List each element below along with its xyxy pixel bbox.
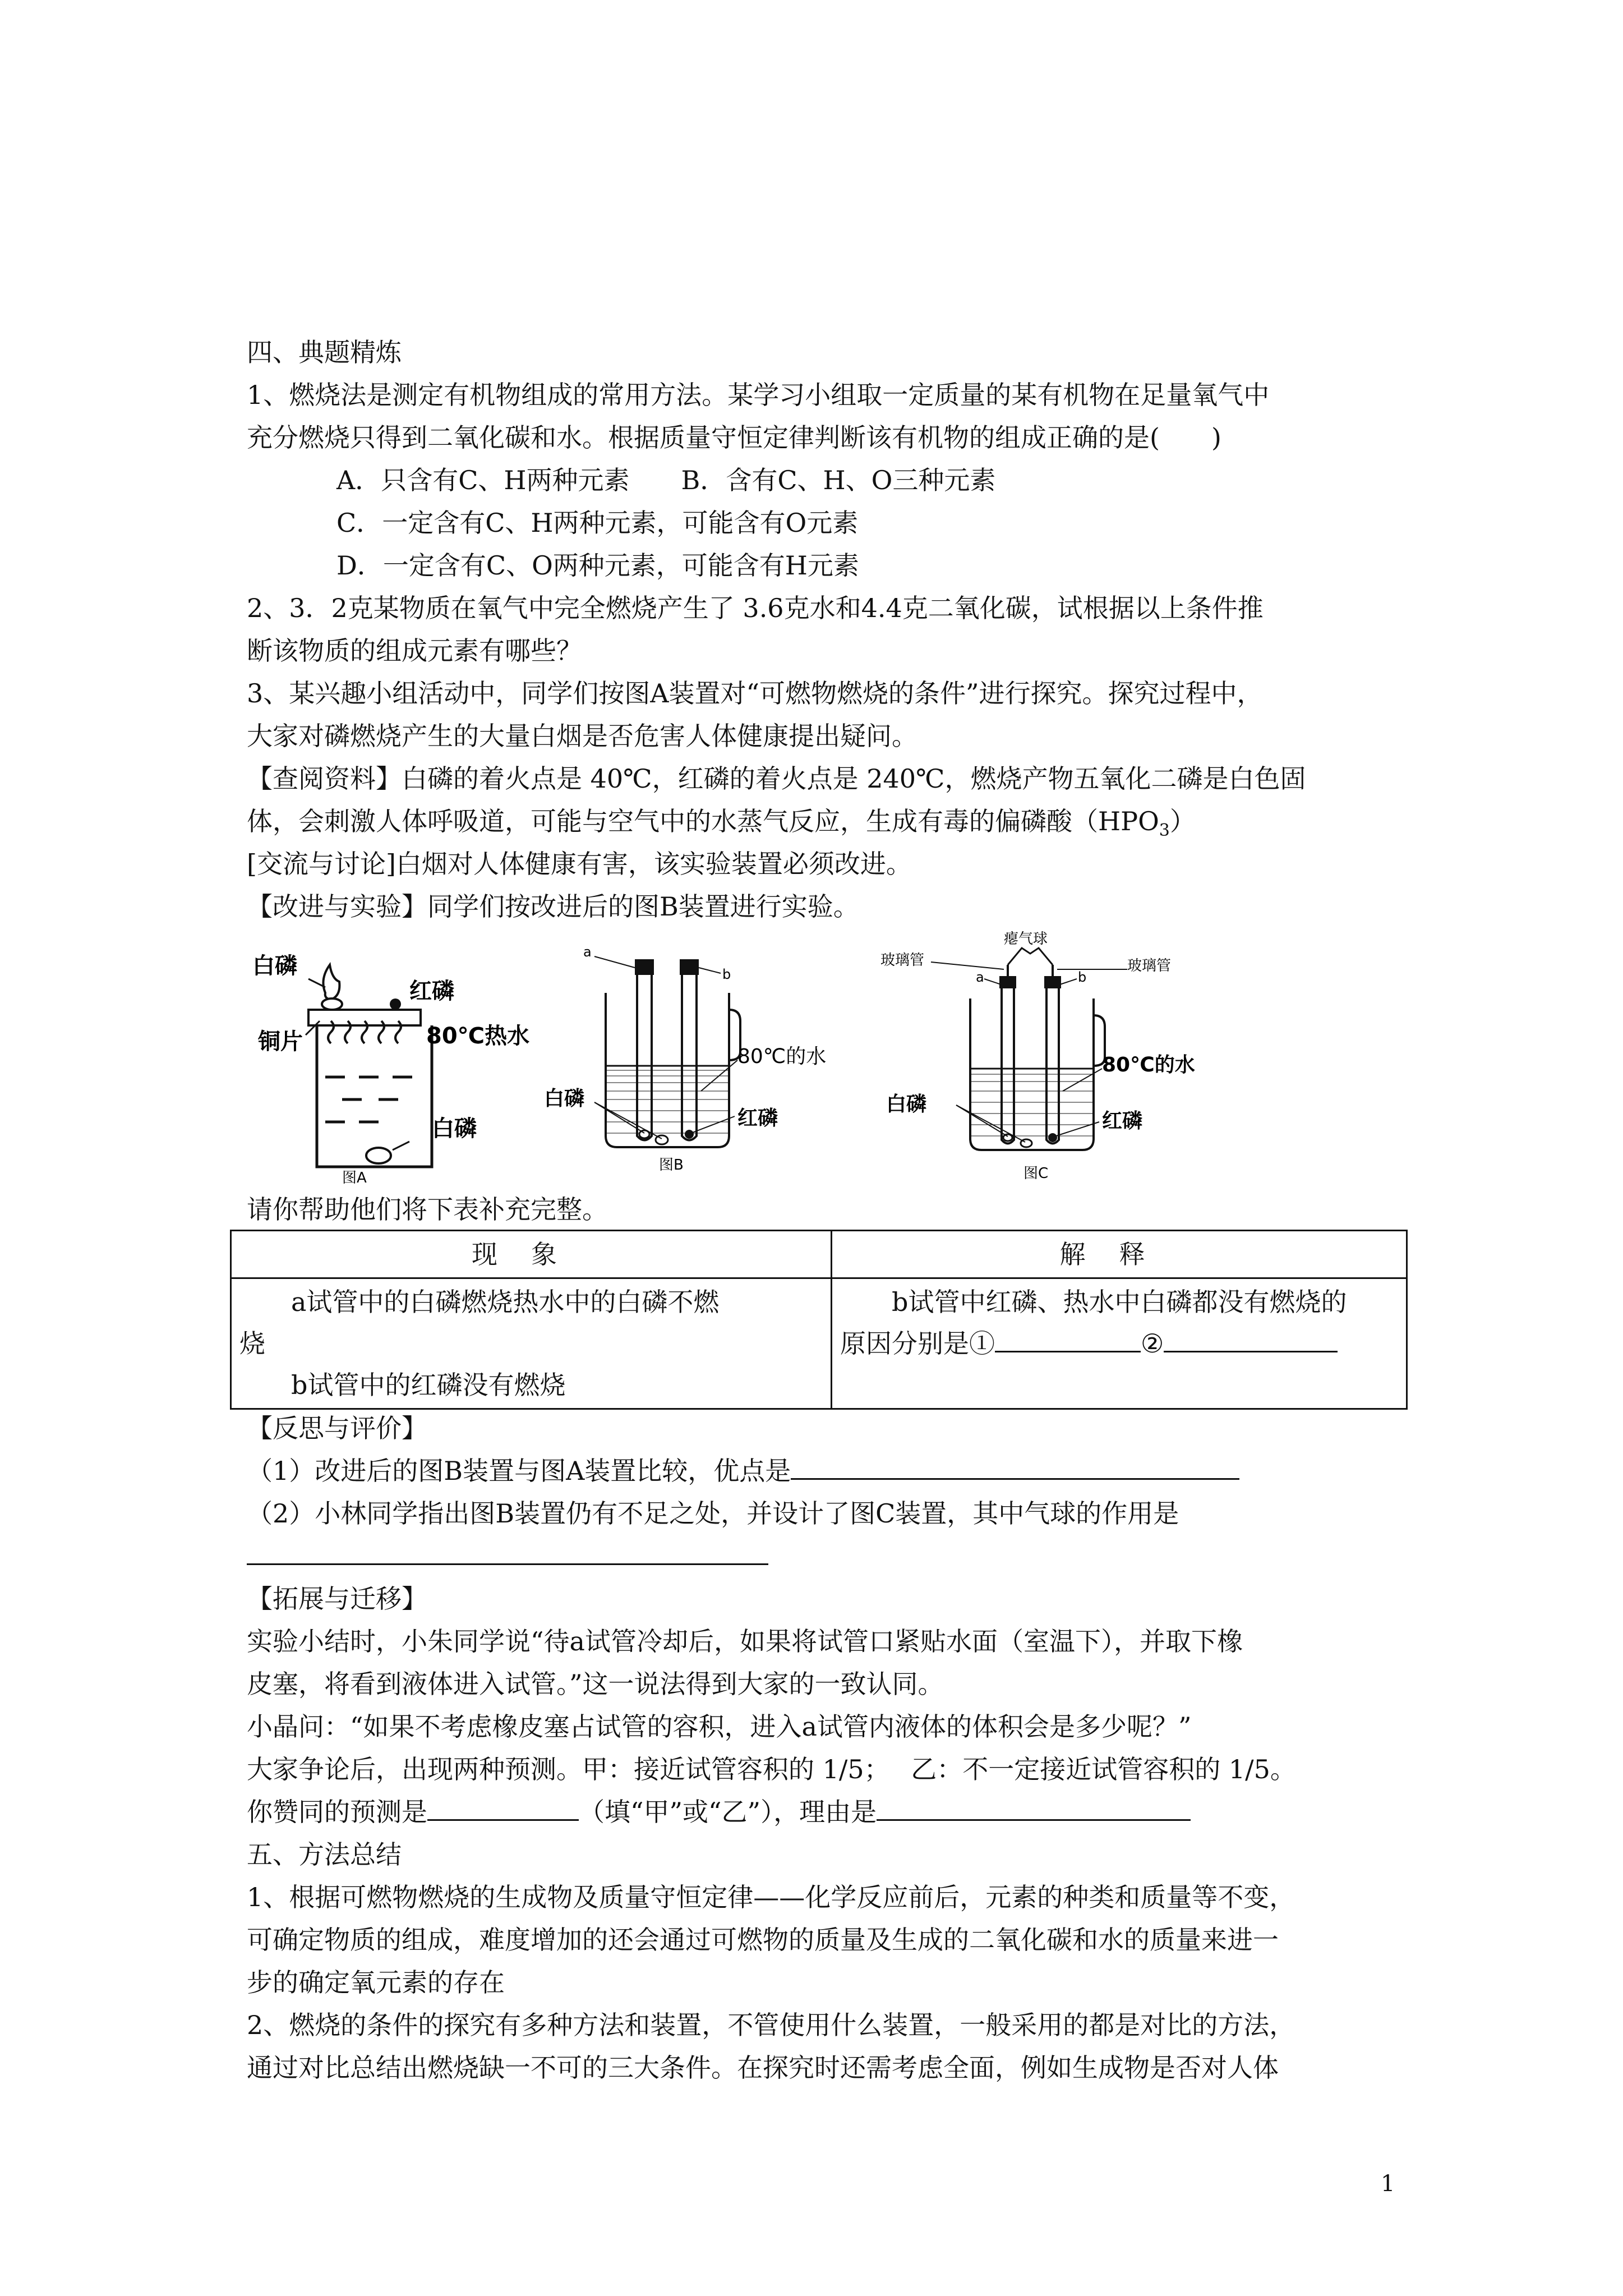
- q1-option-d: D．一定含有C、O两种元素，可能含有H元素: [336, 550, 859, 581]
- fig-c-label-white-p: 白磷: [886, 1093, 927, 1116]
- fig-b-label-water: 80℃的水: [737, 1045, 827, 1068]
- fig-c-label-red-p: 红磷: [1102, 1110, 1143, 1133]
- figure-b: [533, 948, 847, 1186]
- fig-c-label-glass-left: 玻璃管: [880, 952, 925, 969]
- white-phosphorus-top: [322, 999, 342, 1010]
- section4-title: 四、典题精炼: [247, 337, 402, 367]
- white-phosphorus-bottom: [366, 1148, 391, 1163]
- extend-line4: 大家争论后，出现两种预测。甲：接近试管容积的 1/5； 乙：不一定接近试管容积的 1/5。: [247, 1754, 1296, 1784]
- extend-title: 【拓展与迁移】: [247, 1584, 427, 1614]
- fig-b-caption: 图B: [659, 1157, 684, 1174]
- table-head-explain: 解释: [832, 1231, 1407, 1278]
- blank-balloon-purpose[interactable]: [247, 1541, 768, 1565]
- summary-2-line1: 2、燃烧的条件的探究有多种方法和装置，不管使用什么装置，一般采用的都是对比的方法，: [247, 2010, 1295, 2040]
- fig-b-label-white-p: 白磷: [544, 1087, 585, 1110]
- fig-a-label-white-p-top: 白磷: [252, 953, 297, 979]
- fig-c-label-glass-right: 玻璃管: [1127, 958, 1172, 974]
- q3-reference-line1: 【查阅资料】白磷的着火点是 40℃，红磷的着火点是 240℃，燃烧产物五氧化二磷是白色固: [247, 763, 1306, 794]
- figure-a: [241, 948, 555, 1186]
- q3-line2: 大家对磷燃烧产生的大量白烟是否危害人体健康提出疑问。: [247, 721, 917, 751]
- fig-a-label-white-p-bottom: 白磷: [432, 1116, 477, 1142]
- q3-improvement: 【改进与实验】同学们按改进后的图B装置进行实验。: [247, 891, 859, 922]
- copper-plate: [308, 1010, 421, 1025]
- balloon: [1008, 948, 1053, 965]
- q2-line2: 断该物质的组成元素有哪些？: [247, 636, 582, 666]
- stopper-b: [680, 959, 699, 975]
- summary-1-line1: 1、根据可燃物燃烧的生成物及质量守恒定律——化学反应前后，元素的种类和质量等不变，: [247, 1882, 1295, 1912]
- fig-a-label-copper: 铜片: [258, 1029, 303, 1055]
- table-cell-explain: b试管中红磷、热水中白磷都没有燃烧的 原因分别是① ②: [832, 1278, 1407, 1409]
- reflect-title: 【反思与评价】: [247, 1413, 427, 1443]
- fig-c-label-a: a: [976, 969, 984, 985]
- fig-b-label-red-p: 红磷: [737, 1107, 778, 1130]
- fig-a-label-water: 80℃热水: [426, 1023, 530, 1049]
- fig-b-label-a: a: [583, 948, 592, 960]
- fig-c-caption: 图C: [1023, 1165, 1049, 1182]
- reflect-2: （2）小林同学指出图B装置仍有不足之处，并设计了图C装置，其中气球的作用是: [247, 1498, 1179, 1529]
- extend-line2: 皮塞，将看到液体进入试管。”这一说法得到大家的一致认同。: [247, 1669, 944, 1699]
- page-number: 1: [1381, 2171, 1395, 2197]
- blank-prediction[interactable]: [427, 1797, 579, 1821]
- blank-reason-2[interactable]: [1164, 1328, 1338, 1352]
- extend-line3: 小晶问：“如果不考虑橡皮塞占试管的容积，进入a试管内液体的体积会是多少呢？”: [247, 1711, 1192, 1742]
- test-tube-b: [682, 975, 697, 1140]
- table-head-phenomenon: 现象: [231, 1231, 832, 1278]
- test-tube-b: [1046, 988, 1059, 1144]
- summary-1-line2: 可确定物质的组成，难度增加的还会通过可燃物的质量及生成的二氧化碳和水的质量来进一: [247, 1925, 1279, 1955]
- blank-reason-1[interactable]: [995, 1328, 1141, 1352]
- stopper-a: [635, 959, 654, 975]
- figure-c: [875, 931, 1256, 1186]
- blank-advantage[interactable]: [791, 1456, 1239, 1480]
- q3-discussion: [交流与讨论]白烟对人体健康有害，该实验装置必须改进。: [247, 849, 912, 879]
- flame-icon: [323, 965, 339, 1000]
- red-phosphorus: [390, 999, 401, 1010]
- test-tube-a: [1002, 988, 1014, 1144]
- fig-b-label-b: b: [722, 967, 731, 982]
- section5-title: 五、方法总结: [247, 1839, 402, 1870]
- q2-line1: 2、3．2克某物质在氧气中完全燃烧产生了 3.6克水和4.4克二氧化碳，试根据以上条件推: [247, 593, 1264, 623]
- extend-line1: 实验小结时，小朱同学说“待a试管冷却后，如果将试管口紧贴水面（室温下），并取下橡: [247, 1626, 1243, 1657]
- reflect-1: （1）改进后的图B装置与图A装置比较，优点是: [247, 1450, 1239, 1492]
- summary-1-line3: 步的确定氧元素的存在: [247, 1967, 505, 1998]
- fig-a-caption: 图A: [342, 1170, 367, 1184]
- summary-2-line2: 通过对比总结出燃烧缺一不可的三大条件。在探究时还需考虑全面，例如生成物是否对人体: [247, 2053, 1279, 2083]
- reflect-2-answer-line: [247, 1535, 768, 1577]
- q3-reference-line2: 体，会刺激人体呼吸道，可能与空气中的水蒸气反应，生成有毒的偏磷酸$(HPO_3)$: [247, 806, 1196, 841]
- beaker-a: [317, 1025, 432, 1167]
- test-tube-a: [637, 975, 652, 1140]
- table-cell-phenomenon: a试管中的白磷燃烧热水中的白磷不燃 烧 b试管中的红磷没有燃烧: [231, 1278, 832, 1409]
- q1-option-c: C．一定含有C、H两种元素，可能含有O元素: [336, 508, 859, 538]
- q3-line1: 3、某兴趣小组活动中，同学们按图A装置对“可燃物燃烧的条件”进行探究。探究过程中，: [247, 678, 1263, 708]
- q1-stem-line1: 1、燃烧法是测定有机物组成的常用方法。某学习小组取一定质量的某有机物在足量氧气中: [247, 380, 1270, 410]
- fig-c-label-balloon: 瘪气球: [1004, 931, 1048, 947]
- fig-c-label-b: b: [1078, 969, 1087, 985]
- table-intro: 请你帮助他们将下表补充完整。: [247, 1194, 608, 1225]
- fig-a-label-red-p: 红磷: [409, 978, 454, 1004]
- blank-reason[interactable]: [877, 1797, 1191, 1821]
- q1-stem-line2: 充分燃烧只得到二氧化碳和水。根据质量守恒定律判断该有机物的组成正确的是( ): [247, 422, 1221, 453]
- extend-line5: 你赞同的预测是 （填“甲”或“乙”），理由是: [247, 1791, 1191, 1833]
- fig-c-label-water: 80℃的水: [1102, 1053, 1195, 1076]
- answer-table: [230, 1230, 1408, 1410]
- q1-option-ab: A．只含有C、H两种元素 B．含有C、H、O三种元素: [336, 465, 996, 495]
